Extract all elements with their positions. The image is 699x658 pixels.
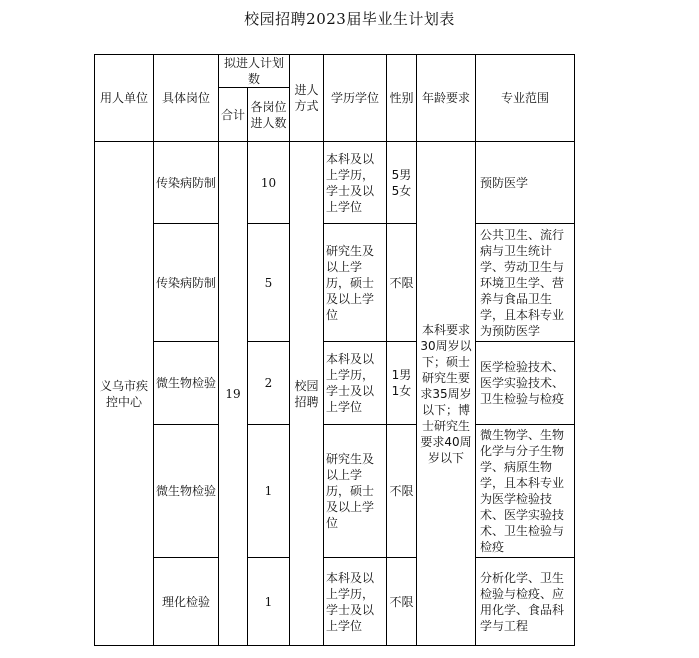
age-cell: 本科要求30周岁以下；硕士研究生要求35周岁以下；博士研究生要求40周岁以下 xyxy=(417,142,476,646)
position-cell: 微生物检验 xyxy=(154,342,219,425)
header-unit: 用人单位 xyxy=(95,55,154,142)
education-cell: 研究生及以上学历，硕士及以上学位 xyxy=(324,224,387,342)
header-age: 年龄要求 xyxy=(417,55,476,142)
position-cell: 理化检验 xyxy=(154,558,219,646)
unit-cell: 义乌市疾控中心 xyxy=(95,142,154,646)
page-title: 校园招聘2023届毕业生计划表 xyxy=(244,10,455,28)
count-cell: 1 xyxy=(248,558,290,646)
gender-cell: 不限 xyxy=(387,558,417,646)
gender-cell: 5男5女 xyxy=(387,142,417,224)
count-cell: 10 xyxy=(248,142,290,224)
education-cell: 本科及以上学历，学士及以上学位 xyxy=(324,342,387,425)
major-cell: 医学检验技术、医学实验技术、卫生检验与检疫 xyxy=(476,342,575,425)
position-cell: 传染病防制 xyxy=(154,224,219,342)
header-major: 专业范围 xyxy=(476,55,575,142)
position-cell: 传染病防制 xyxy=(154,142,219,224)
count-cell: 5 xyxy=(248,224,290,342)
major-cell: 预防医学 xyxy=(476,142,575,224)
education-cell: 研究生及以上学历，硕士及以上学位 xyxy=(324,425,387,558)
major-cell: 分析化学、卫生检验与检疫、应用化学、食品科学与工程 xyxy=(476,558,575,646)
recruitment-plan-table xyxy=(94,54,575,646)
gender-cell: 不限 xyxy=(387,224,417,342)
education-cell: 本科及以上学历，学士及以上学位 xyxy=(324,142,387,224)
position-cell: 微生物检验 xyxy=(154,425,219,558)
count-cell: 2 xyxy=(248,342,290,425)
header-method: 进人方式 xyxy=(290,55,324,142)
header-education: 学历学位 xyxy=(324,55,387,142)
total-cell: 19 xyxy=(219,142,248,646)
count-cell: 1 xyxy=(248,425,290,558)
method-cell: 校园招聘 xyxy=(290,142,324,646)
gender-cell: 1男1女 xyxy=(387,342,417,425)
education-cell: 本科及以上学历，学士及以上学位 xyxy=(324,558,387,646)
header-position: 具体岗位 xyxy=(154,55,219,142)
gender-cell: 不限 xyxy=(387,425,417,558)
major-cell: 公共卫生、流行病与卫生统计学、劳动卫生与环境卫生学、营养与食品卫生学，且本科专业为预防医学 xyxy=(476,224,575,342)
header-gender: 性别 xyxy=(387,55,417,142)
major-cell: 微生物学、生物化学与分子生物学、病原生物学，且本科专业为医学检验技术、医学实验技术、卫生检验与检疫 xyxy=(476,425,575,558)
header-per-position: 各岗位进人数 xyxy=(248,88,290,142)
header-total: 合计 xyxy=(219,88,248,142)
header-planned: 拟进人计划数 xyxy=(219,55,290,88)
